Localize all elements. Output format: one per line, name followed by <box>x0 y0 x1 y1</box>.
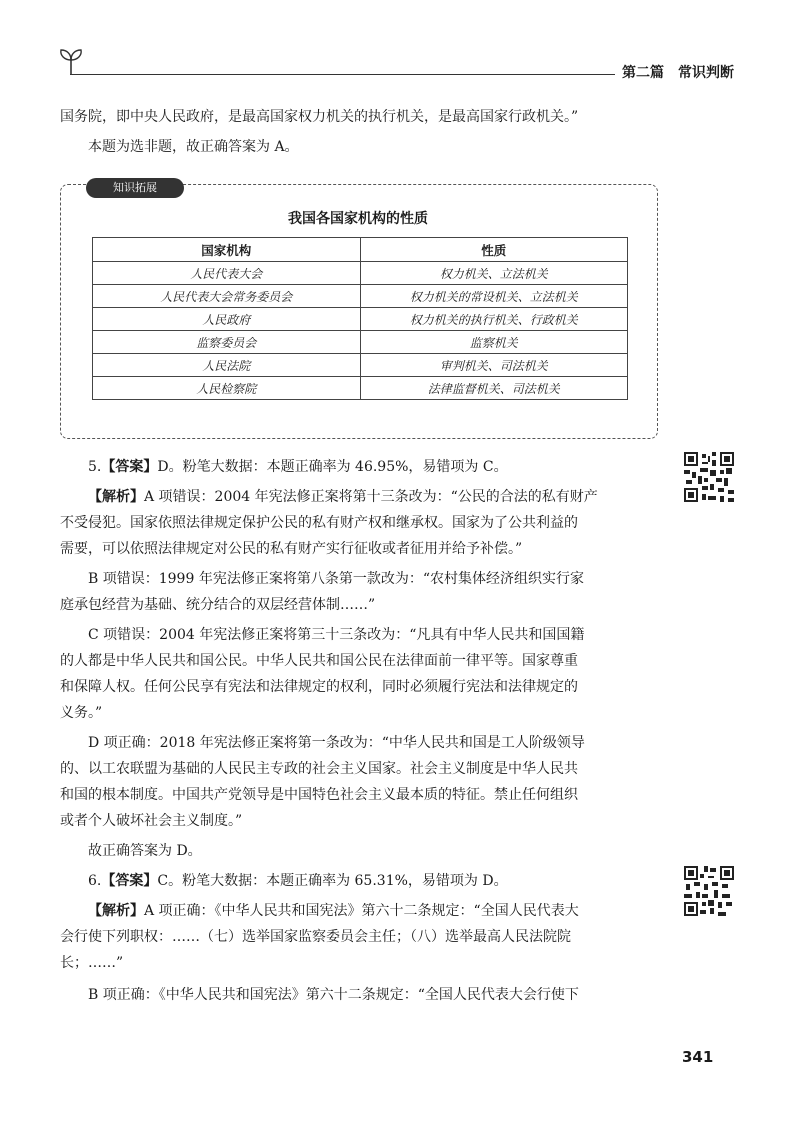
table-row <box>93 331 628 354</box>
q6-line: B 项正确：《中华人民共和国宪法》第六十二条规定：“全国人民代表大会行使下 <box>88 987 579 1003</box>
q6-line: 会行使下列职权：……（七）选举国家监察委员会主任；（八）选举最高人民法院院 <box>60 929 571 945</box>
q6-analysis-label: 【解析】 <box>88 903 144 919</box>
q5-line: 的、以工农联盟为基础的人民民主专政的社会主义国家。社会主义制度是中华人民共 <box>60 761 578 777</box>
q5-line: 庭承包经营为基础、统分结合的双层经营体制……” <box>60 597 376 613</box>
q5-line: 和国的根本制度。中国共产党领导是中国特色社会主义最本质的特征。禁止任何组织 <box>60 787 578 803</box>
table-row <box>93 308 628 331</box>
table-cell: 人民政府 <box>93 308 361 331</box>
q5-analysis-line <box>88 484 688 510</box>
table-header-row <box>93 238 628 262</box>
table-header: 性质 <box>360 238 628 262</box>
q5-text: A 项错误：2004 年宪法修正案将第十三条改为：“公民的合法的私有财产 <box>144 489 598 505</box>
table-cell: 人民代表大会常务委员会 <box>93 285 361 308</box>
organs-table <box>92 237 628 400</box>
q5-line: B 项错误：1999 年宪法修正案将第八条第一款改为：“农村集体经济组织实行家 <box>88 571 584 587</box>
q5-line: 的人都是中华人民共和国公民。中华人民共和国公民在法律面前一律平等。国家尊重 <box>60 653 578 669</box>
table-cell: 人民代表大会 <box>93 262 361 285</box>
section-title: 第二篇 常识判断 <box>622 65 734 81</box>
q6-number: 6. <box>88 873 102 889</box>
table-row <box>93 354 628 377</box>
q6-text: A 项正确：《中华人民共和国宪法》第六十二条规定：“全国人民代表大 <box>144 903 579 919</box>
q5-analysis-label: 【解析】 <box>88 489 144 505</box>
table-row <box>93 262 628 285</box>
q5-line: 和保障人权。任何公民享有宪法和法律规定的权利，同时必须履行宪法和法律规定的 <box>60 679 578 695</box>
sprout-icon <box>58 46 84 76</box>
q6-line: 长；……” <box>60 955 124 971</box>
table-cell: 监察委员会 <box>93 331 361 354</box>
table-cell: 监察机关 <box>360 331 628 354</box>
table-cell: 审判机关、司法机关 <box>360 354 628 377</box>
table-cell: 法律监督机关、司法机关 <box>360 377 628 400</box>
q5-number: 5. <box>88 459 102 475</box>
q5-answer-label: 【答案】 <box>101 459 158 475</box>
table-cell: 人民法院 <box>93 354 361 377</box>
table-header: 国家机构 <box>93 238 361 262</box>
knowledge-tag: 知识拓展 <box>86 178 184 198</box>
q5-answer-text: D。粉笔大数据：本题正确率为 46.95%，易错项为 C。 <box>157 459 508 475</box>
q6-answer <box>88 868 688 894</box>
header-rule <box>70 74 615 75</box>
q5-line: 或者个人破坏社会主义制度。” <box>60 813 243 829</box>
intro-line-1: 国务院，即中央人民政府，是最高国家权力机关的执行机关，是最高国家行政机关。” <box>60 109 579 125</box>
q5-line: 需要，可以依照法律规定对公民的私有财产实行征收或者征用并给予补偿。” <box>60 541 523 557</box>
q5-answer <box>88 454 688 480</box>
q5-conclusion: 故正确答案为 D。 <box>88 843 202 859</box>
qr-code-icon[interactable] <box>684 452 734 502</box>
table-row <box>93 285 628 308</box>
table-title: 我国各国家机构的性质 <box>288 211 428 227</box>
q5-line: C 项错误：2004 年宪法修正案将第三十三条改为：“凡具有中华人民共和国国籍 <box>88 627 585 643</box>
table-cell: 权力机关的常设机关、立法机关 <box>360 285 628 308</box>
q6-answer-text: C。粉笔大数据：本题正确率为 65.31%，易错项为 D。 <box>157 873 508 889</box>
table-cell: 人民检察院 <box>93 377 361 400</box>
q6-answer-label: 【答案】 <box>101 873 158 889</box>
intro-line-2: 本题为选非题，故正确答案为 A。 <box>88 139 299 155</box>
q5-line: 不受侵犯。国家依照法律规定保护公民的私有财产权和继承权。国家为了公共利益的 <box>60 515 578 531</box>
table-row <box>93 377 628 400</box>
page-number: 341 <box>682 1048 714 1066</box>
qr-code-icon[interactable] <box>684 866 734 916</box>
q5-line: D 项正确：2018 年宪法修正案将第一条改为：“中华人民共和国是工人阶级领导 <box>88 735 585 751</box>
q6-analysis-line <box>88 898 688 924</box>
table-cell: 权力机关、立法机关 <box>360 262 628 285</box>
q5-line: 义务。” <box>60 705 103 721</box>
table-cell: 权力机关的执行机关、行政机关 <box>360 308 628 331</box>
